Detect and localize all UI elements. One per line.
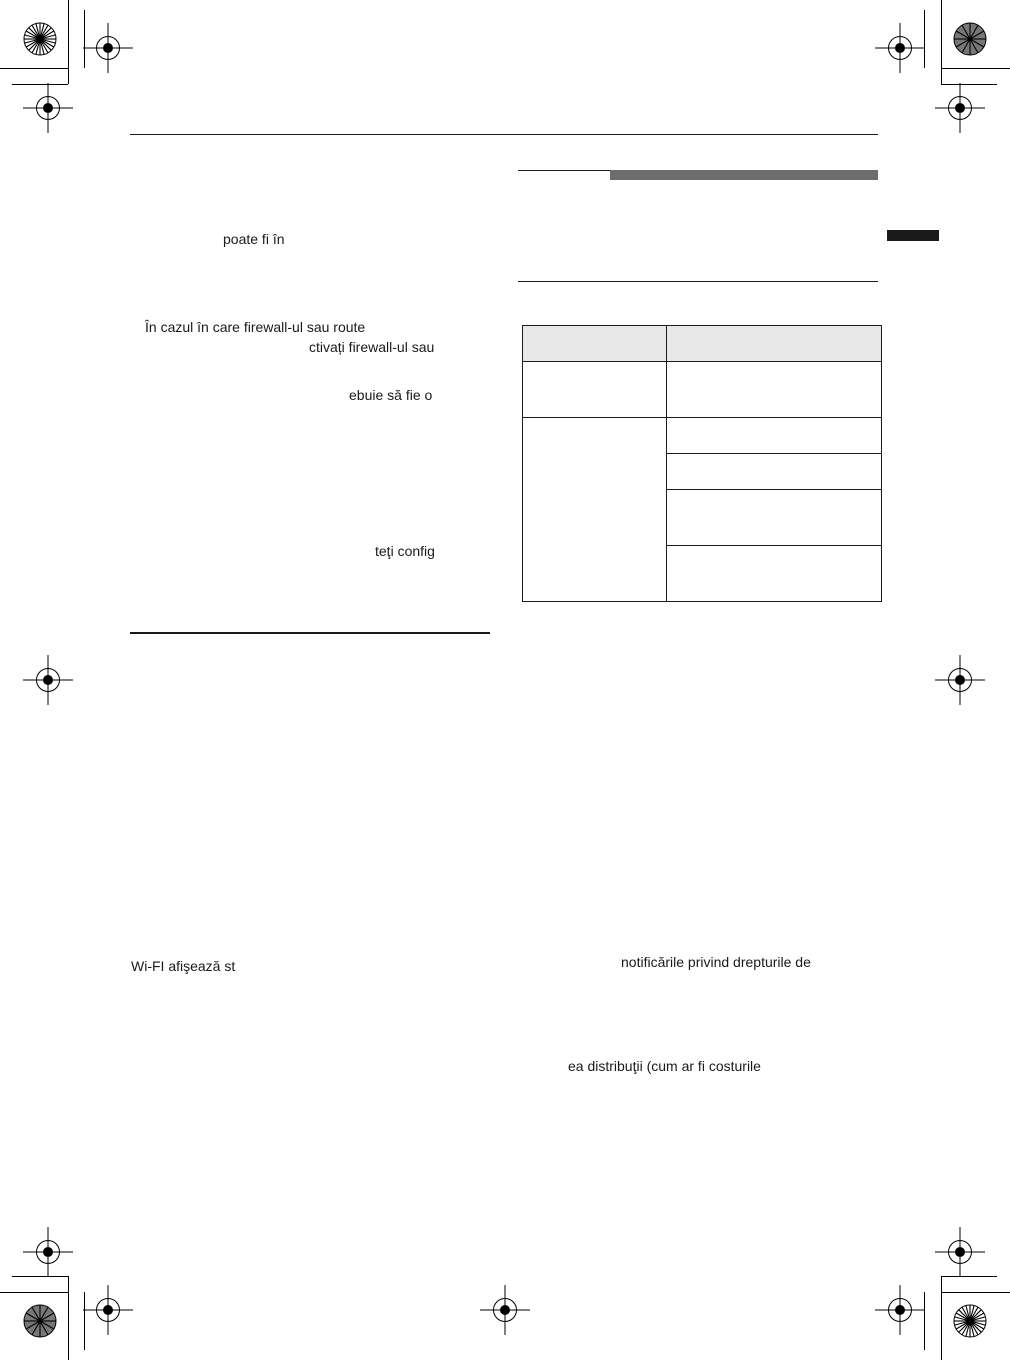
registration-mark-icon	[888, 36, 912, 60]
registration-mark-icon	[36, 1240, 60, 1264]
starburst-target-icon	[953, 1304, 987, 1338]
right-text-fragment: notificările privind drepturile de	[621, 954, 811, 970]
table-row	[523, 418, 882, 454]
table-row	[523, 362, 882, 418]
left-text-fragment: ctivați firewall-ul sau	[309, 339, 435, 355]
left-text-fragment: teţi config	[375, 543, 435, 559]
starburst-target-icon	[23, 1304, 57, 1338]
table-cell	[667, 418, 882, 454]
table-header-cell	[667, 326, 882, 362]
registration-mark-icon	[948, 668, 972, 692]
language-tab	[887, 230, 939, 241]
left-text-fragment: În cazul în care firewall-ul sau route	[145, 319, 366, 335]
table-cell	[523, 418, 667, 602]
registration-mark-icon	[36, 96, 60, 120]
table-cell	[667, 490, 882, 546]
table-cell	[667, 454, 882, 490]
starburst-target-icon	[953, 22, 987, 56]
starburst-target-icon	[23, 22, 57, 56]
registration-mark-icon	[96, 36, 120, 60]
table-cell	[667, 362, 882, 418]
left-text-fragment: poate fi în	[223, 231, 285, 247]
left-text-fragment: ebuie să fie o	[349, 387, 433, 403]
table-header-cell	[523, 326, 667, 362]
header-rule	[130, 134, 878, 135]
registration-mark-icon	[36, 668, 60, 692]
registration-mark-icon	[96, 1298, 120, 1322]
section-header-bar	[610, 170, 878, 180]
registration-mark-icon	[888, 1298, 912, 1322]
section-divider-left	[130, 632, 490, 634]
left-text-fragment: Wi-FI afişează st	[131, 958, 236, 974]
right-text-fragment: ea distribuţii (cum ar fi costurile	[568, 1058, 761, 1074]
spec-table	[522, 325, 882, 602]
registration-mark-icon	[948, 1240, 972, 1264]
table-cell	[667, 546, 882, 602]
registration-mark-icon	[948, 96, 972, 120]
table-cell	[523, 362, 667, 418]
registration-mark-icon	[493, 1298, 517, 1322]
section-divider-right	[518, 281, 878, 282]
table-header-row	[523, 326, 882, 362]
